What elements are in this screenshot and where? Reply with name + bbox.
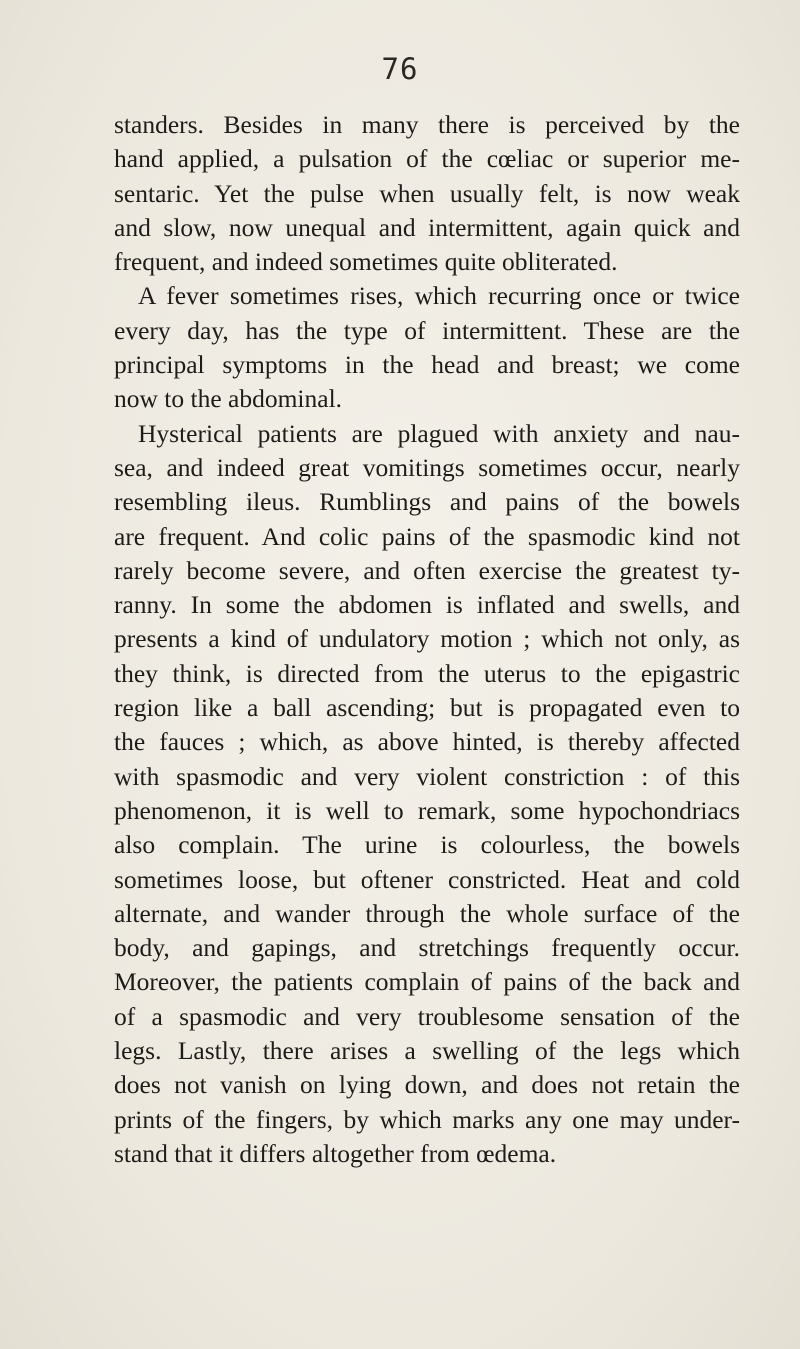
text-line: every day, has the type of intermittent. These are the [114,315,740,345]
text-line: prints of the fingers, by which marks any one may under- [114,1104,740,1134]
text-line: phenomenon, it is well to remark, some hypochondriacs [114,795,740,825]
body-text [114,108,740,1171]
text-line: stand that it differs altogether from œdema. [114,1138,557,1168]
text-line: alternate, and wander through the whole surface of the [114,898,740,928]
text-line: does not vanish on lying down, and does not retain the [114,1070,740,1100]
text-line: standers. Besides in many there is perceived by the [114,110,740,139]
text-line: Moreover, the patients complain of pains of the back and [114,967,740,997]
text-line: resembling ileus. Rumblings and pains of the bowels [114,487,740,517]
text-line: presents a kind of undulatory motion ; which not only, as [114,624,740,654]
page-number: 76 [381,52,419,86]
text-line: with spasmodic and very violent constriction : of this [114,761,740,791]
text-line: principal symptoms in the head and breast; we come [114,350,740,380]
text-line: now to the abdominal. [114,384,343,414]
text-line: they think, is directed from the uterus to the epigastric [114,658,740,688]
text-line: are frequent. And colic pains of the spasmodic kind not [114,521,740,551]
text-line: frequent, and indeed sometimes quite obliterated. [114,247,618,277]
text-line: ranny. In some the abdomen is inflated and swells, and [114,590,740,620]
text-line: sentaric. Yet the pulse when usually felt, is now weak [114,178,740,208]
text-line: of a spasmodic and very troublesome sensation of the [114,1001,740,1031]
text-line: sometimes loose, but oftener constricted. Heat and cold [114,864,740,894]
text-line: A fever sometimes rises, which recurring once or twice [138,281,740,311]
text-line: and slow, now unequal and intermittent, again quick and [114,212,740,242]
text-line: the fauces ; which, as above hinted, is thereby affected [114,727,740,757]
text-line: sea, and indeed great vomitings sometimes occur, nearly [114,452,740,482]
text-line: rarely become severe, and often exercise the greatest ty- [114,555,740,585]
text-line: legs. Lastly, there arises a swelling of the legs which [114,1036,740,1066]
text-line: hand applied, a pulsation of the cœliac or superior me- [114,144,740,174]
text-line: Hysterical patients are plagued with anxiety and nau- [138,418,740,448]
text-line: body, and gapings, and stretchings frequently occur. [114,933,740,963]
text-line: also complain. The urine is colourless, the bowels [114,830,740,860]
text-line: region like a ball ascending; but is propagated even to [114,693,740,723]
